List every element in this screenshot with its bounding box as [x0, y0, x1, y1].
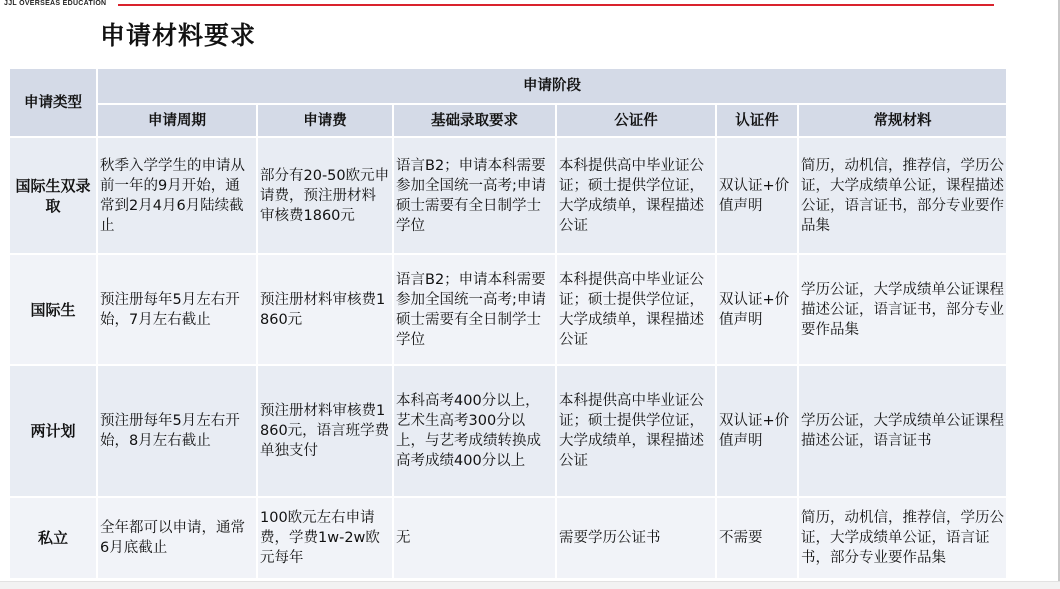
bottom-strip: [0, 581, 1060, 589]
table-cell: 双认证+价值声明: [716, 254, 798, 365]
table-row: [9, 137, 1007, 254]
column-header: 申请周期: [97, 104, 257, 137]
row-type-label: 国际生: [9, 254, 97, 365]
column-header: 认证件: [716, 104, 798, 137]
header-divider: [118, 4, 994, 6]
page-title: 申请材料要求: [100, 21, 257, 50]
table-cell: 秋季入学学生的申请从前一年的9月开始，通常到2月4月6月陆续截止: [97, 137, 257, 254]
table-cell: 100欧元左右申请费，学费1w-2w欧元每年: [257, 497, 393, 579]
table-cell: 学历公证，大学成绩单公证课程描述公证，语言证书，部分专业要作品集: [798, 254, 1007, 365]
column-header: 公证件: [556, 104, 716, 137]
table-cell: 语言B2；申请本科需要参加全国统一高考;申请硕士需要有全日制学士学位: [393, 254, 556, 365]
top-bar: [0, 0, 1060, 8]
table-cell: 本科提供高中毕业证公证；硕士提供学位证，大学成绩单，课程描述公证: [556, 254, 716, 365]
column-header: 基础录取要求: [393, 104, 556, 137]
table-row: [9, 254, 1007, 365]
table-cell: 本科提供高中毕业证公证；硕士提供学位证，大学成绩单，课程描述公证: [556, 137, 716, 254]
table-cell: 全年都可以申请，通常6月底截止: [97, 497, 257, 579]
brand-logo-text: JJL OVERSEAS EDUCATION: [4, 0, 107, 7]
table-cell: 预注册每年5月左右开始，8月左右截止: [97, 365, 257, 497]
table-cell: 简历，动机信，推荐信，学历公证，大学成绩单公证，课程描述公证，语言证书，部分专业要作品集: [798, 137, 1007, 254]
table-cell: 不需要: [716, 497, 798, 579]
table-cell: 本科高考400分以上，艺术生高考300分以上，与艺考成绩转换成高考成绩400分以上: [393, 365, 556, 497]
column-header: 申请费: [257, 104, 393, 137]
table-cell: 双认证+价值声明: [716, 365, 798, 497]
table-cell: 学历公证，大学成绩单公证课程描述公证，语言证书: [798, 365, 1007, 497]
table-cell: 本科提供高中毕业证公证；硕士提供学位证，大学成绩单，课程描述公证: [556, 365, 716, 497]
table-cell: 部分有20-50欧元申请费，预注册材料审核费1860元: [257, 137, 393, 254]
header-application-type: 申请类型: [9, 68, 97, 137]
table-cell: 预注册材料审核费1860元，语言班学费单独支付: [257, 365, 393, 497]
table-row: [9, 497, 1007, 579]
row-type-label: 国际生双录取: [9, 137, 97, 254]
requirements-table: [8, 67, 1008, 580]
header-application-stage: 申请阶段: [97, 68, 1007, 104]
table-cell: 语言B2；申请本科需要参加全国统一高考;申请硕士需要有全日制学士学位: [393, 137, 556, 254]
row-type-label: 两计划: [9, 365, 97, 497]
table-cell: 预注册每年5月左右开始，7月左右截止: [97, 254, 257, 365]
table-cell: 无: [393, 497, 556, 579]
column-header: 常规材料: [798, 104, 1007, 137]
table-cell: 简历，动机信，推荐信，学历公证，大学成绩单公证，语言证书，部分专业要作品集: [798, 497, 1007, 579]
table-cell: 预注册材料审核费1860元: [257, 254, 393, 365]
row-type-label: 私立: [9, 497, 97, 579]
table-row: [9, 365, 1007, 497]
table-cell: 需要学历公证书: [556, 497, 716, 579]
table-cell: 双认证+价值声明: [716, 137, 798, 254]
